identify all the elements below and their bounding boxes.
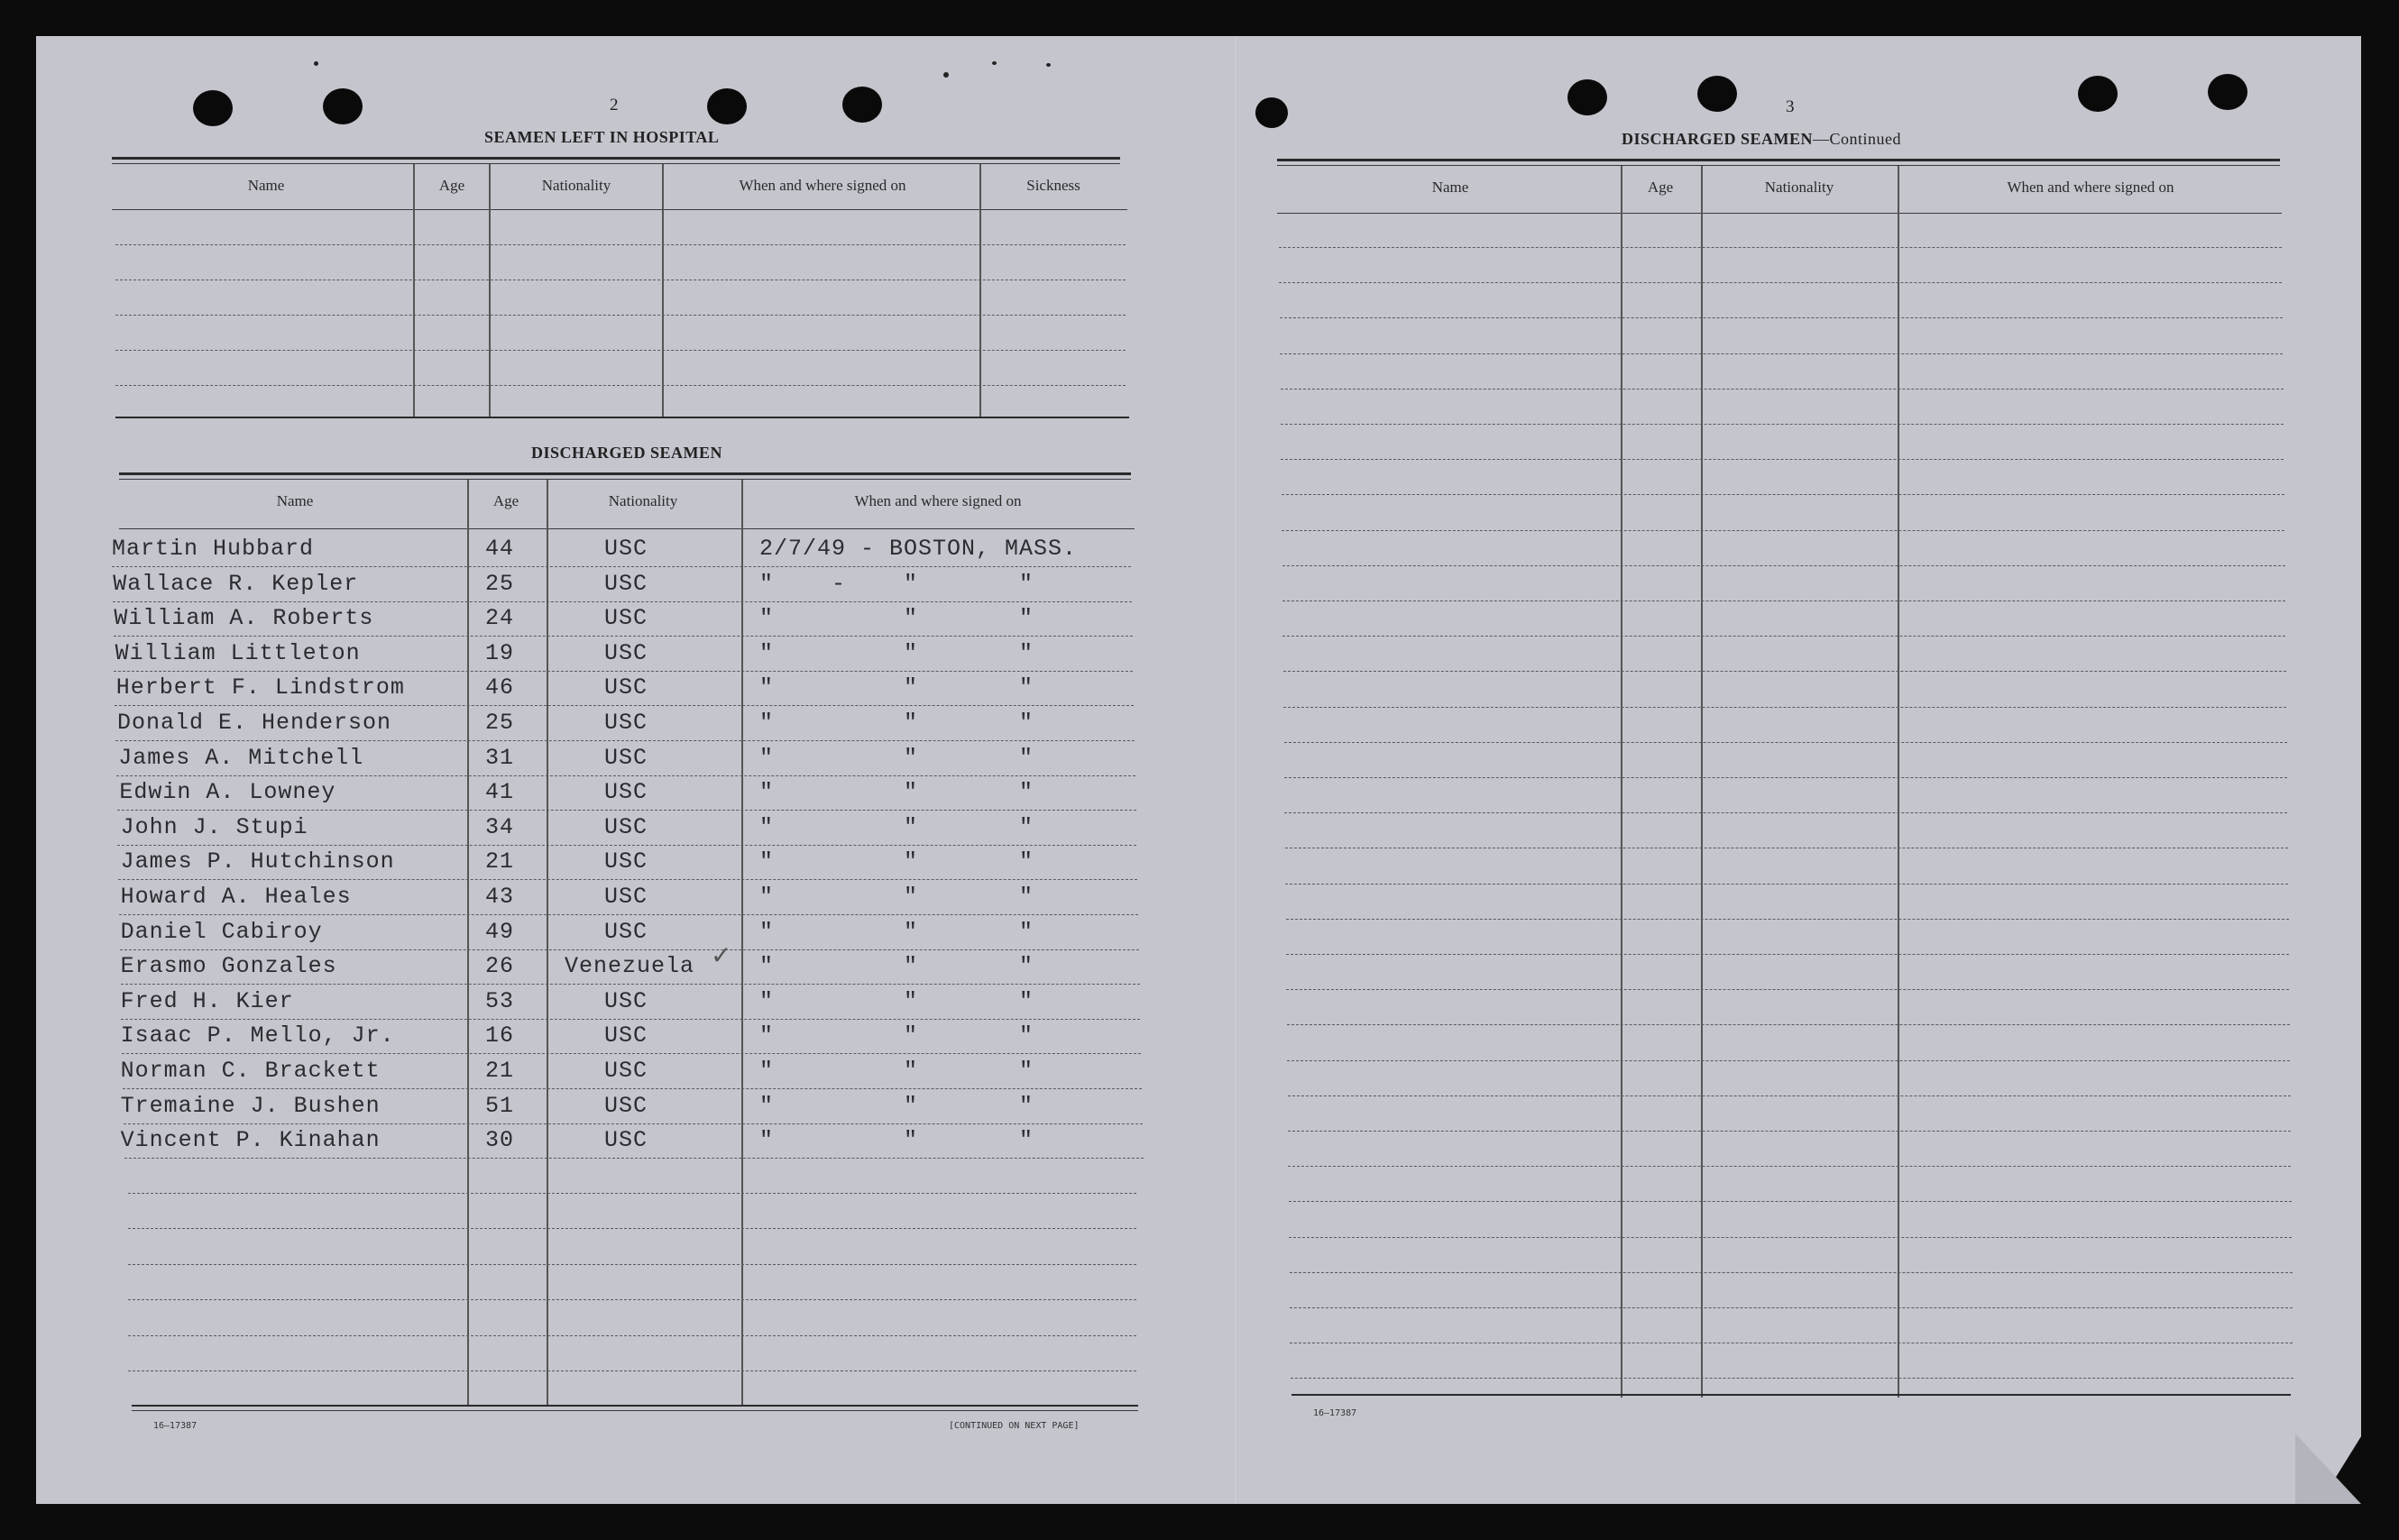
discharged-col-divider [741, 480, 743, 1407]
empty-row-line [128, 1370, 1136, 1371]
seaman-nationality: USC [604, 605, 648, 632]
seaman-nationality: USC [604, 987, 648, 1014]
document-sheet [36, 36, 2361, 1504]
seaman-signed-on: " " " [759, 813, 1034, 840]
seaman-nationality: USC [604, 1127, 648, 1154]
seaman-nationality: USC [604, 674, 648, 701]
row-line [124, 1158, 1144, 1159]
hospital-top-rule [112, 157, 1120, 160]
empty-row-line [1286, 919, 2289, 920]
seaman-age: 16 [485, 1022, 515, 1050]
seaman-name: Fred H. Kier [120, 987, 294, 1014]
seaman-age: 44 [485, 536, 515, 562]
seaman-signed-on: " " " [759, 744, 1034, 771]
seaman-nationality: USC [604, 570, 648, 597]
punch-hole [842, 87, 882, 123]
punch-hole [1567, 79, 1607, 115]
row-line [119, 914, 1138, 915]
seaman-age: 51 [485, 1092, 515, 1119]
seaman-nationality: USC [604, 639, 648, 666]
hospital-col-signed-on: When and where signed on [739, 177, 906, 194]
hospital-row-line [115, 244, 1126, 245]
discharged-col-age: Age [492, 492, 519, 509]
seaman-signed-on: " " " [759, 710, 1034, 736]
right-col-divider [1898, 166, 1899, 1398]
empty-row-line [1285, 884, 2288, 885]
empty-row-line [128, 1264, 1136, 1265]
row-line [123, 1088, 1142, 1089]
discharged-col-signed-on: When and where signed on [854, 492, 1022, 509]
empty-row-line [128, 1193, 1136, 1194]
empty-row-line [1289, 1201, 2292, 1202]
row-line [115, 705, 1134, 706]
seaman-name: William A. Roberts [114, 605, 374, 632]
empty-row-line [1280, 353, 2283, 354]
page-number-left: 2 [610, 96, 619, 115]
speck [992, 61, 997, 65]
hospital-col-divider [979, 164, 981, 418]
seaman-age: 30 [485, 1127, 515, 1154]
empty-row-line [1281, 389, 2284, 390]
seaman-signed-on: " " " [759, 1058, 1034, 1084]
hospital-row-line [115, 315, 1126, 316]
empty-row-line [1283, 707, 2286, 708]
seaman-name: Tremaine J. Bushen [120, 1092, 381, 1119]
seaman-name: Edwin A. Lowney [119, 779, 336, 806]
right-top-rule [1277, 159, 2280, 161]
hospital-bottom-rule [115, 417, 1129, 418]
empty-row-line [1289, 1237, 2292, 1238]
empty-row-line [1284, 777, 2287, 778]
seaman-signed-on: " " " [759, 674, 1034, 701]
seaman-signed-on: " " " [759, 918, 1034, 945]
punch-hole [2208, 74, 2247, 110]
seaman-signed-on: " " " [759, 953, 1034, 980]
empty-row-line [1282, 530, 2284, 531]
empty-row-line [128, 1228, 1136, 1229]
seaman-name: Vincent P. Kinahan [120, 1127, 381, 1154]
hospital-col-nationality: Nationality [541, 177, 611, 194]
seaman-signed-on: " " " [759, 639, 1034, 666]
hospital-col-divider [662, 164, 664, 418]
seaman-name: John J. Stupi [120, 813, 308, 840]
discharged-col-divider [547, 480, 548, 1407]
discharged-col-nationality: Nationality [608, 492, 678, 509]
empty-row-line [1290, 1307, 2293, 1308]
seaman-name: Martin Hubbard [112, 536, 315, 562]
seaman-age: 31 [485, 744, 515, 771]
right-col-divider [1701, 166, 1703, 1398]
discharged-top-rule [119, 472, 1131, 475]
empty-row-line [128, 1299, 1136, 1300]
discharged-col-divider [467, 480, 469, 1407]
seaman-signed-on: " " " [759, 779, 1034, 806]
row-line [112, 566, 1131, 567]
seaman-signed-on: " " " [759, 1092, 1034, 1119]
row-line [117, 810, 1136, 811]
right-top-rule2 [1277, 165, 2280, 166]
punch-hole [1697, 76, 1737, 112]
discharged-header-rule [119, 528, 1135, 529]
seaman-signed-on: " " " [759, 1127, 1034, 1154]
hospital-col-divider [413, 164, 415, 418]
right-col-nationality: Nationality [1764, 179, 1834, 196]
empty-row-line [1281, 424, 2284, 425]
seaman-nationality: USC [604, 744, 648, 771]
hospital-header-rule [112, 209, 1127, 210]
right-title-suffix: —Continued [1813, 130, 1902, 148]
form-number-right: 16—17387 [1313, 1408, 1357, 1418]
speck [943, 72, 949, 78]
discharged-col-name: Name [276, 492, 314, 509]
right-col-divider [1621, 166, 1622, 1398]
row-line [113, 601, 1132, 602]
discharged-bottom-rule [132, 1405, 1138, 1407]
row-line [114, 671, 1133, 672]
row-line [124, 1123, 1143, 1124]
seaman-signed-on: " " " [759, 1022, 1034, 1050]
seaman-nationality: Venezuela [565, 953, 695, 980]
seaman-signed-on: " " " [759, 605, 1034, 632]
empty-row-line [1282, 636, 2285, 637]
right-col-signed-on: When and where signed on [2007, 179, 2174, 196]
row-line [121, 984, 1140, 985]
seaman-nationality: USC [604, 918, 648, 945]
corner-curl [2295, 1434, 2361, 1504]
empty-row-line [1284, 812, 2287, 813]
page-number-right: 3 [1786, 97, 1795, 116]
seaman-nationality: USC [604, 779, 648, 806]
seaman-age: 19 [485, 639, 515, 666]
seaman-signed-on: " - " " [759, 570, 1034, 597]
page-fold [1234, 36, 1237, 1504]
seaman-nationality: USC [604, 1058, 648, 1084]
seaman-nationality: USC [604, 813, 648, 840]
seaman-signed-on: " " " [759, 848, 1034, 875]
discharged-top-rule2 [119, 479, 1131, 480]
seaman-name: William Littleton [115, 639, 361, 666]
empty-row-line [1284, 742, 2287, 743]
row-line [122, 1053, 1141, 1054]
right-title-text: DISCHARGED SEAMEN [1622, 130, 1814, 148]
hospital-row-line [115, 385, 1126, 386]
seaman-name: Wallace R. Kepler [113, 570, 359, 597]
row-line [114, 636, 1133, 637]
continued-note: [CONTINUED ON NEXT PAGE] [949, 1421, 1080, 1431]
empty-row-line [1291, 1378, 2293, 1379]
hospital-row-line [115, 350, 1126, 351]
punch-hole [193, 90, 233, 126]
right-header-rule [1277, 213, 2282, 214]
seaman-age: 25 [485, 570, 515, 597]
empty-row-line [1279, 282, 2282, 283]
seaman-signed-on: " " " [759, 884, 1034, 910]
punch-hole [707, 88, 747, 124]
speck [1046, 63, 1051, 67]
empty-row-line [1287, 1024, 2290, 1025]
seaman-nationality: USC [604, 848, 648, 875]
discharged-bottom-rule2 [132, 1410, 1138, 1411]
right-section-title [1622, 130, 1901, 149]
seaman-nationality: USC [604, 1092, 648, 1119]
seaman-age: 46 [485, 674, 515, 701]
seaman-name: Erasmo Gonzales [120, 953, 337, 980]
hospital-col-name: Name [247, 177, 285, 194]
row-line [121, 1019, 1140, 1020]
empty-row-line [1288, 1095, 2291, 1096]
seaman-signed-on: " " " [759, 987, 1034, 1014]
seaman-nationality: USC [604, 710, 648, 736]
hospital-col-age: Age [438, 177, 465, 194]
seaman-name: Donald E. Henderson [117, 710, 392, 736]
form-number-left: 16—17387 [153, 1421, 198, 1431]
empty-row-line [1282, 494, 2284, 495]
empty-row-line [1288, 1166, 2291, 1167]
seaman-age: 21 [485, 848, 515, 875]
hospital-col-sickness: Sickness [1026, 177, 1080, 194]
empty-row-line [128, 1335, 1136, 1336]
hospital-section-title: SEAMEN LEFT IN HOSPITAL [484, 128, 720, 146]
row-line [115, 740, 1135, 741]
row-line [120, 949, 1139, 950]
row-line [116, 775, 1135, 776]
right-bottom-rule [1291, 1394, 2291, 1396]
seaman-name: James A. Mitchell [118, 744, 364, 771]
empty-row-line [1282, 600, 2285, 601]
seaman-name: Norman C. Brackett [120, 1058, 381, 1084]
right-col-age: Age [1647, 179, 1674, 196]
seaman-age: 24 [485, 605, 515, 632]
seaman-age: 49 [485, 918, 515, 945]
seaman-age: 25 [485, 710, 515, 736]
right-col-name: Name [1431, 179, 1469, 196]
empty-row-line [1281, 459, 2284, 460]
seaman-name: Isaac P. Mello, Jr. [120, 1022, 395, 1050]
seaman-age: 41 [485, 779, 515, 806]
seaman-name: Daniel Cabiroy [120, 918, 323, 945]
seaman-name: James P. Hutchinson [120, 848, 395, 875]
empty-row-line [1286, 989, 2289, 990]
empty-row-line [1280, 317, 2283, 318]
empty-row-line [1279, 247, 2282, 248]
seaman-age: 53 [485, 987, 515, 1014]
seaman-name: Howard A. Heales [120, 884, 352, 910]
speck [314, 61, 318, 66]
seaman-nationality: USC [604, 884, 648, 910]
empty-row-line [1287, 1060, 2290, 1061]
punch-hole [2078, 76, 2118, 112]
empty-row-line [1290, 1272, 2293, 1273]
empty-row-line [1283, 671, 2286, 672]
seaman-name: Herbert F. Lindstrom [115, 674, 405, 701]
seaman-nationality: USC [604, 1022, 648, 1050]
hospital-top-rule2 [112, 163, 1120, 164]
seaman-age: 34 [485, 813, 515, 840]
seaman-age: 21 [485, 1058, 515, 1084]
row-line [118, 879, 1137, 880]
check-mark: ✓ [711, 940, 732, 971]
empty-row-line [1288, 1131, 2291, 1132]
empty-row-line [1282, 565, 2285, 566]
row-line [117, 845, 1136, 846]
discharged-section-title: DISCHARGED SEAMEN [531, 444, 723, 462]
punch-hole [323, 88, 363, 124]
punch-hole [1255, 97, 1288, 128]
seaman-age: 43 [485, 884, 515, 910]
seaman-signed-on: 2/7/49 - BOSTON, MASS. [759, 536, 1078, 562]
hospital-col-divider [489, 164, 491, 418]
seaman-age: 26 [485, 953, 515, 980]
empty-row-line [1286, 954, 2289, 955]
seaman-nationality: USC [604, 536, 648, 562]
